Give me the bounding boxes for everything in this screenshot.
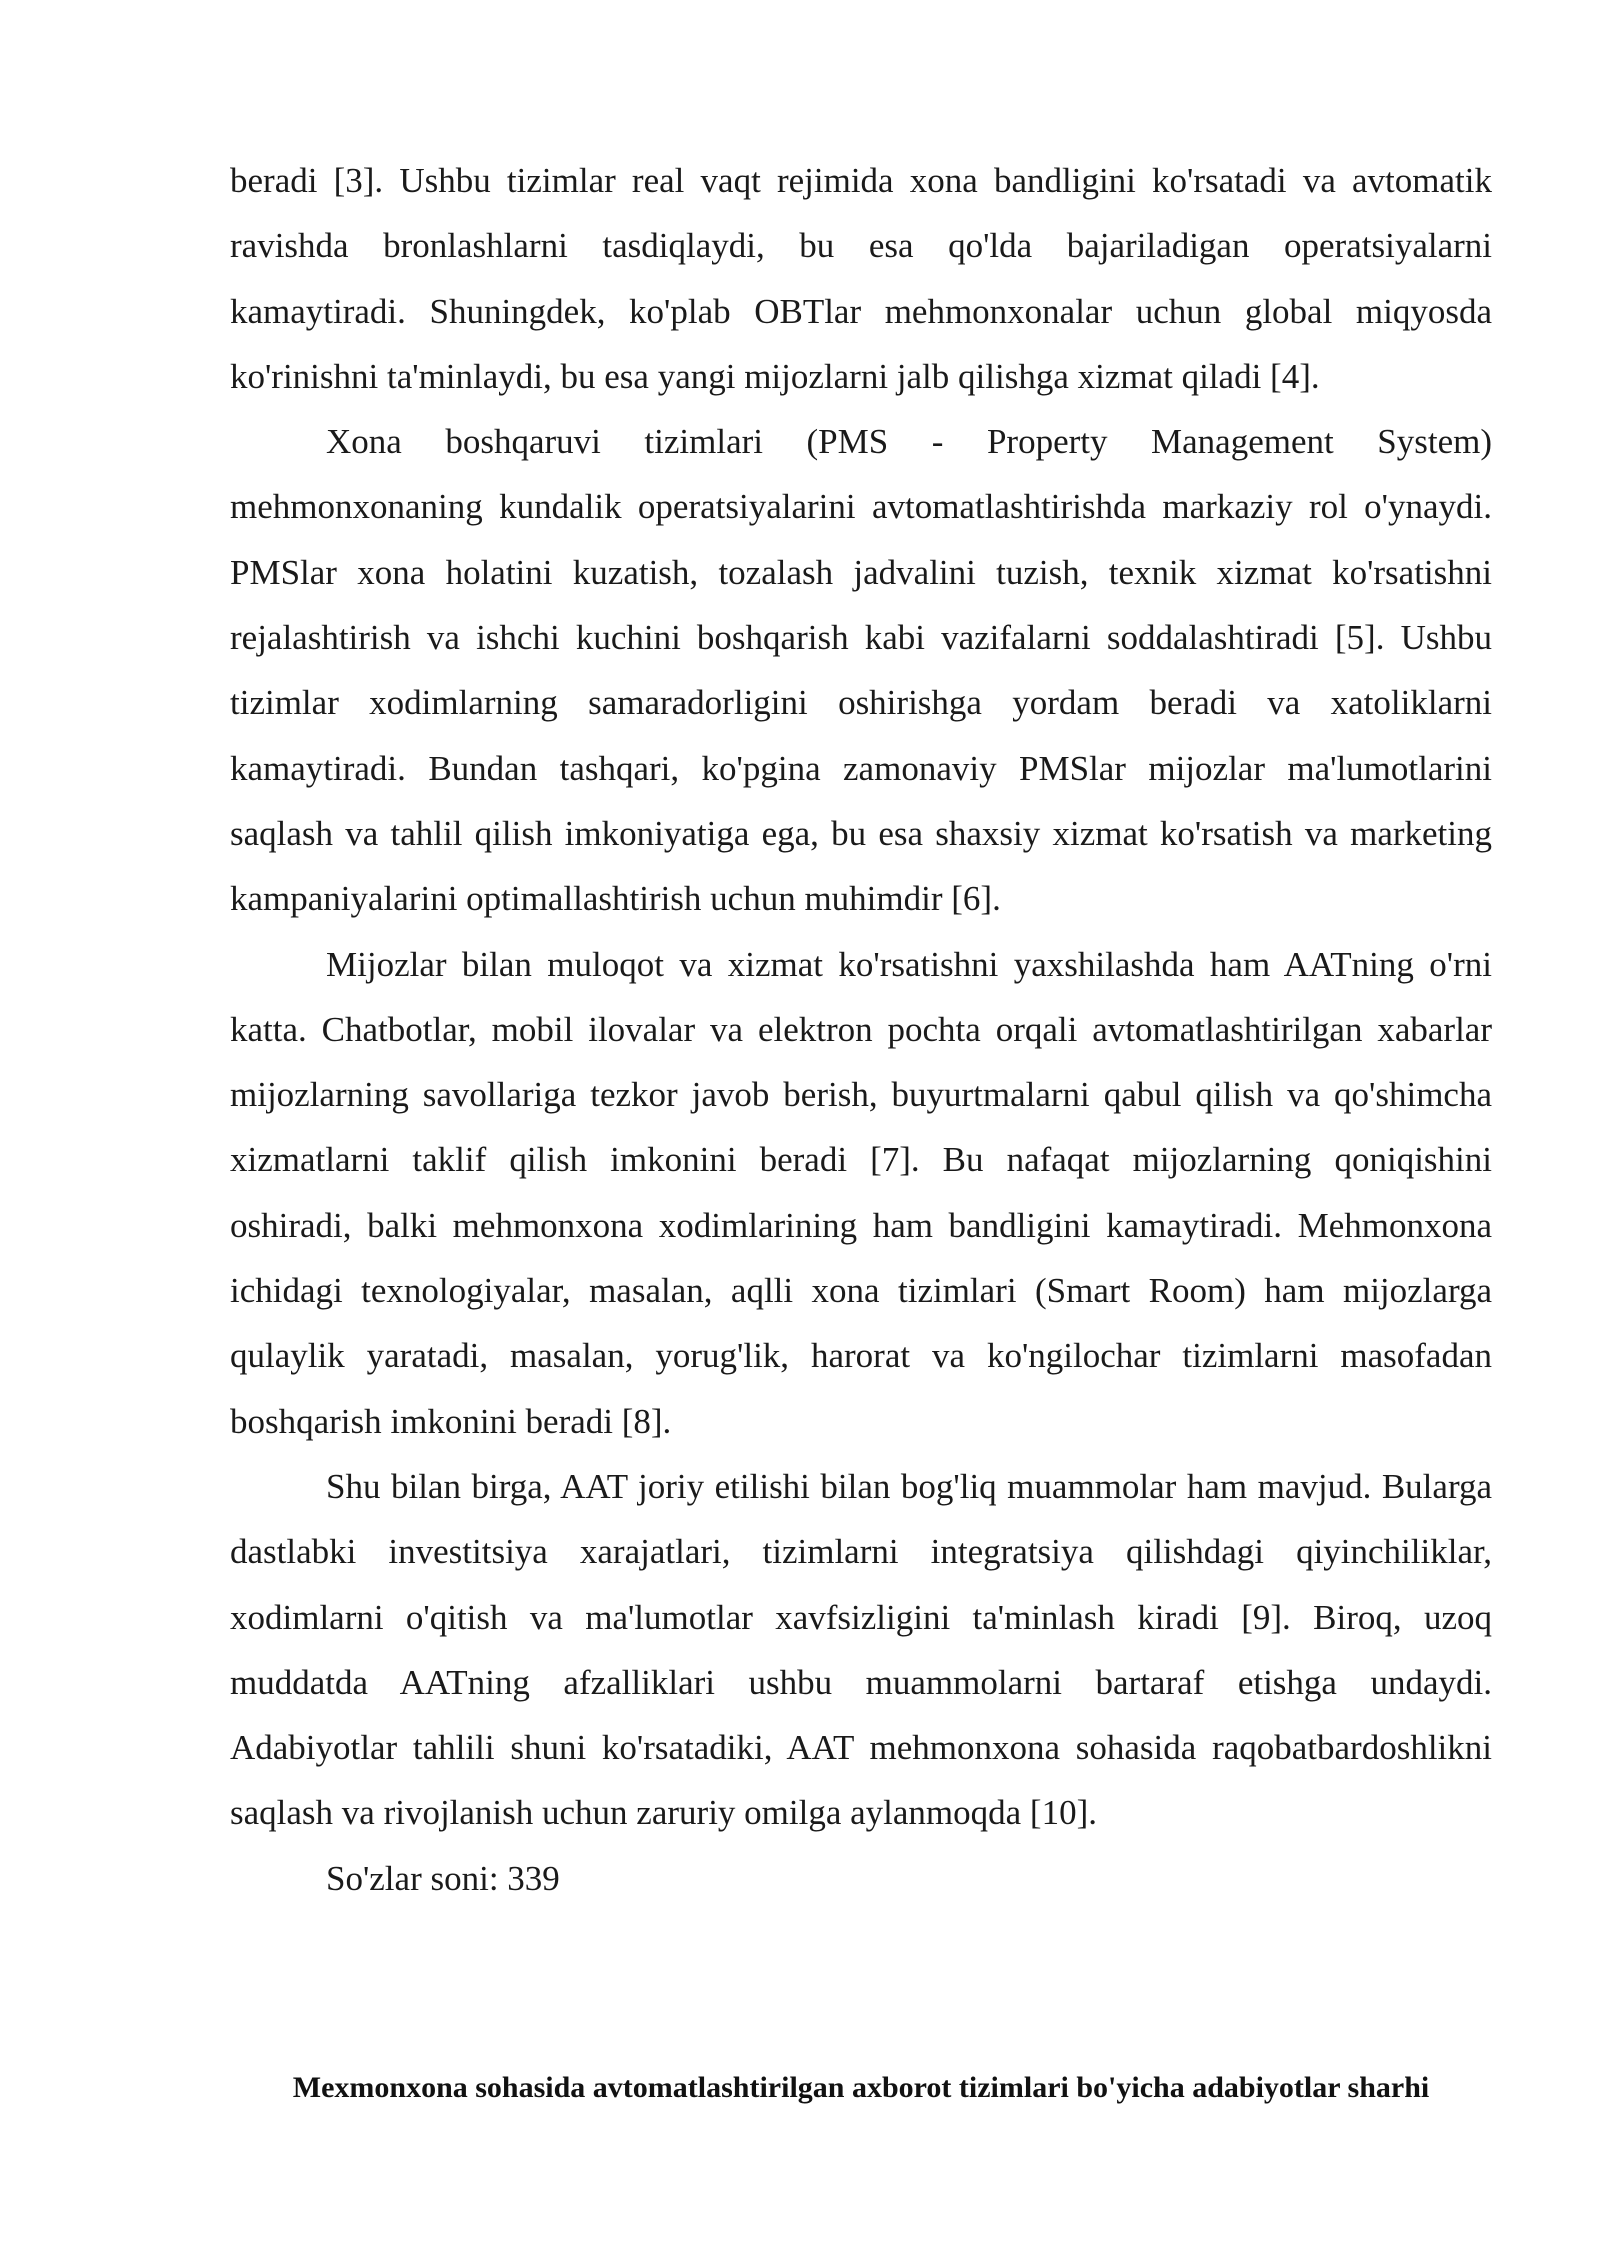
section-heading: Mexmonxona sohasida avtomatlashtirilgan axborot tizimlari bo'yicha adabiyotlar sharhi	[292, 2071, 1430, 2104]
paragraph-pms: Xona boshqaruvi tizimlari (PMS - Property Management System) mehmonxonaning kundalik operatsiyalarini avtomatlashtirishda markaziy rol o'ynaydi. PMSlar xona holatini kuzatish, tozalash jadvalini tuzish, texnik xizmat ko'rsatishni rejalashtirish va ishchi kuchini boshqarish kabi vazifalarni soddalashtiradi [5]. Ushbu tizimlar xodimlarning samaradorligini oshirishga yordam beradi va xatoliklarni kamaytiradi. Bundan tashqari, ko'pgina zamonaviy PMSlar mijozlar ma'lumotlarini saqlash va tahlil qilish imkoniyatiga ega, bu esa shaxsiy xizmat ko'rsatish va marketing kampaniyalarini optimallashtirish uchun muhimdir [6].	[230, 422, 1492, 919]
paragraph-continuation: beradi [3]. Ushbu tizimlar real vaqt rejimida xona bandligini ko'rsatadi va avtomatik ravishda bronlashlarni tasdiqlaydi, bu esa qo'lda bajariladigan operatsiyalarni kamaytiradi. Shuningdek, ko'plab OBTlar mehmonxonalar uchun global miqyosda ko'rinishni ta'minlaydi, bu esa yangi mijozlarni jalb qilishga xizmat qiladi [4].	[230, 161, 1492, 396]
paragraph-challenges: Shu bilan birga, AAT joriy etilishi bilan bog'liq muammolar ham mavjud. Bularga dastlabki investitsiya xarajatlari, tizimlarni integratsiya qilishdagi qiyinchiliklar, xodimlarni o'qitish va ma'lumotlar xavfsizligini ta'minlash kiradi [9]. Biroq, uzoq muddatda AATning afzalliklari ushbu muammolarni bartaraf etishga undaydi. Adabiyotlar tahlili shuni ko'rsatadiki, AAT mehmonxona sohasida raqobatbardoshlikni saqlash va rivojlanish uchun zaruriy omilga aylanmoqda [10].	[230, 1466, 1492, 1833]
document-body	[230, 148, 1492, 1911]
paragraph-customer-service: Mijozlar bilan muloqot va xizmat ko'rsatishni yaxshilashda ham AATning o'rni katta. Chatbotlar, mobil ilovalar va elektron pochta orqali avtomatlashtirilgan xabarlar mijozlarning savollariga tezkor javob berish, buyurtmalarni qabul qilish va qo'shimcha xizmatlarni taklif qilish imkonini beradi [7]. Bu nafaqat mijozlarning qoniqishini oshiradi, balki mehmonxona xodimlarining ham bandligini kamaytiradi. Mehmonxona ichidagi texnologiyalar, masalan, aqlli xona tizimlari (Smart Room) ham mijozlarga qulaylik yaratadi, masalan, yorug'lik, harorat va ko'ngilochar tizimlarni masofadan boshqarish imkonini beradi [8].	[230, 944, 1492, 1441]
word-count: So'zlar soni: 339	[326, 1858, 560, 1898]
